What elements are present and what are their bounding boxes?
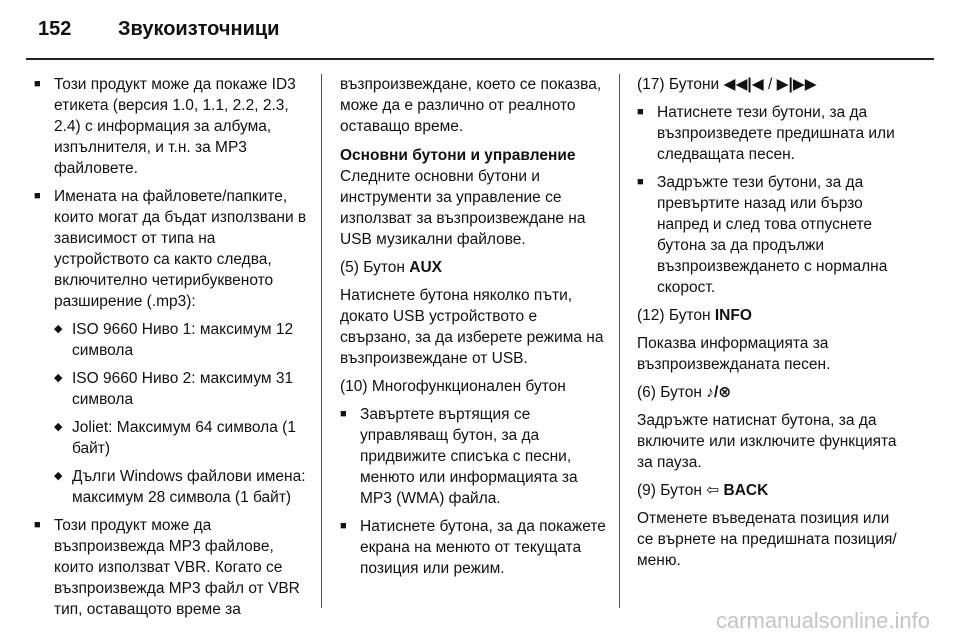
skip-separator: / xyxy=(763,76,777,93)
column-divider-1 xyxy=(321,74,322,608)
item-text: Този продукт може да покаже ID3 етикета (версия 1.0, 1.1, 2.2, 2.3, 2.4) с информация за албума, изпълнителя, и т.н. за MP3 файловете. xyxy=(54,76,296,177)
column-divider-2 xyxy=(619,74,620,608)
list-item xyxy=(637,172,909,298)
aux-description: Натиснете бутона няколко пъти, докато USB устройството е свързано, за да изберете режима на възпроизвеждане от USB. xyxy=(340,287,604,367)
skip-buttons-label xyxy=(637,74,909,95)
sub-item-text: Дълги Windows файлови имена: максимум 28 символа (1 байт) xyxy=(72,468,306,506)
item-text: Имената на файловете/папките, които могат да бъдат използвани в зависимост от типа на устройството са както следва, включително четирибуквеното разширение (.mp3): xyxy=(54,188,307,310)
bullet-icon: ■ xyxy=(34,190,41,202)
diamond-icon: ◆ xyxy=(54,372,63,384)
bullet-icon: ■ xyxy=(34,519,41,531)
bullet-icon: ■ xyxy=(34,78,41,90)
list-item xyxy=(340,404,610,509)
pause-description: Задръжте натиснат бутона, за да включите или изключите функцията за пауза. xyxy=(637,412,897,471)
list-item xyxy=(34,74,310,179)
item-text: Този продукт може да възпроизвежда MP3 файлове, които използват VBR. Когато се възпроизвежда MP3 файл от VBR тип, оставащото време за xyxy=(54,517,300,618)
skip-forward-icon: ▶|▶▶ xyxy=(776,76,817,93)
column-2 xyxy=(340,74,610,586)
back-description: Отменете въведената позиция или се върнете на предишната позиция/меню. xyxy=(637,510,897,569)
sub-list-item xyxy=(34,319,310,361)
skip-back-icon: ◀◀|◀ xyxy=(723,76,764,93)
continued-text: възпроизвеждане, което се показва, може да е различно от реалното оставащо време. xyxy=(340,76,602,135)
sub-list-item xyxy=(34,417,310,459)
sub-item-text: Joliet: Максимум 64 символа (1 байт) xyxy=(72,419,296,457)
sub-list-item xyxy=(34,466,310,508)
bullet-icon: ■ xyxy=(637,176,644,188)
item-text: Задръжте тези бутони, за да превъртите назад или бързо напред и след това отпуснете бутона за да продължи възпроизвеждането с нормална скорост. xyxy=(657,174,888,296)
header-rule xyxy=(26,58,934,60)
intro-text: Следните основни бутони и инструменти за управление се използват за възпроизвеждане на USB музикални файлове. xyxy=(340,168,586,248)
sub-item-text: ISO 9660 Ниво 1: максимум 12 символа xyxy=(72,321,294,359)
bullet-icon: ■ xyxy=(340,408,347,420)
pause-button-label xyxy=(637,382,909,403)
info-key: INFO xyxy=(714,307,752,324)
sub-list-item xyxy=(34,368,310,410)
column-1 xyxy=(34,74,310,627)
skip-prefix: (17) Бутони xyxy=(637,76,724,93)
back-prefix: (9) Бутон xyxy=(637,482,707,499)
list-item xyxy=(637,102,909,165)
page-number: 152 xyxy=(38,18,72,40)
aux-key: AUX xyxy=(409,259,442,276)
watermark: carmanualsonline.info xyxy=(715,608,930,633)
diamond-icon: ◆ xyxy=(54,470,63,482)
back-button-label xyxy=(637,480,909,501)
column-3 xyxy=(637,74,909,578)
bullet-icon: ■ xyxy=(340,520,347,532)
diamond-icon: ◆ xyxy=(54,323,63,335)
info-prefix: (12) Бутон xyxy=(637,307,715,324)
mute-pause-icon: ♪/⊗ xyxy=(706,384,732,401)
info-button-label xyxy=(637,305,909,326)
diamond-icon: ◆ xyxy=(54,421,63,433)
section-heading: Основни бутони и управление xyxy=(340,147,576,164)
item-text: Натиснете бутона, за да покажете екрана на менюто от текущата позиция или режим. xyxy=(360,518,606,577)
multifunction-button-label: (10) Многофункционален бутон xyxy=(340,378,566,395)
info-description: Показва информацията за възпроизвежданата песен. xyxy=(637,335,831,373)
sub-item-text: ISO 9660 Ниво 2: максимум 31 символа xyxy=(72,370,294,408)
aux-prefix: (5) Бутон xyxy=(340,259,410,276)
list-item xyxy=(340,516,610,579)
bullet-icon: ■ xyxy=(637,106,644,118)
aux-button-label xyxy=(340,257,610,278)
item-text: Завъртете въртящия се управляващ бутон, за да придвижите списъка с песни, менюто или информацията за MP3 (WMA) файла. xyxy=(360,406,578,507)
list-item xyxy=(34,186,310,312)
pause-prefix: (6) Бутон xyxy=(637,384,707,401)
list-item xyxy=(34,515,310,620)
back-arrow-icon: ⇦ xyxy=(706,482,724,499)
item-text: Натиснете тези бутони, за да възпроизведете предишната или следващата песен. xyxy=(657,104,895,163)
back-key: BACK xyxy=(723,482,769,499)
page-title: Звукоизточници xyxy=(118,18,280,40)
